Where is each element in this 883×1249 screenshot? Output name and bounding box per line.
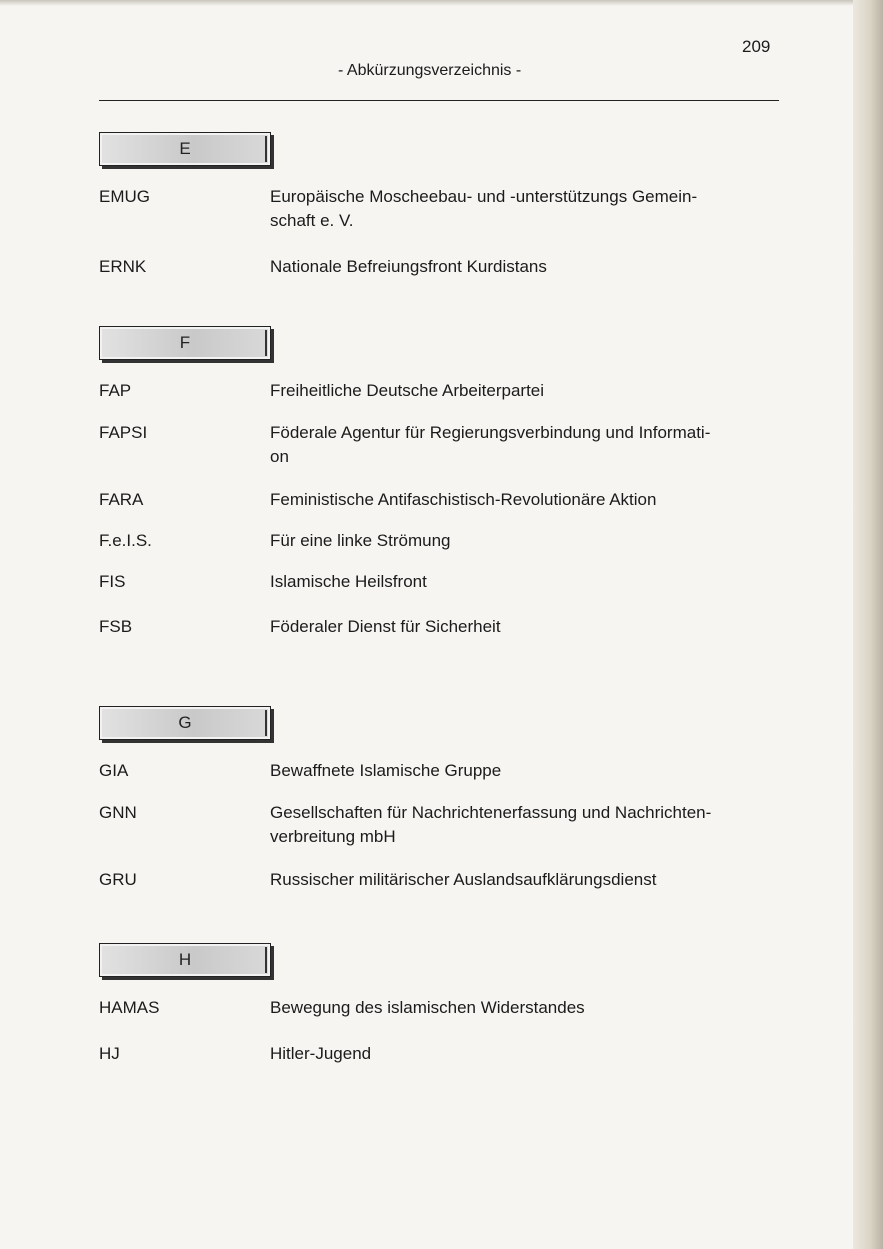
- entry-abbreviation: EMUG: [99, 187, 150, 206]
- entry-description: Bewaffnete Islamische Gruppe: [270, 761, 502, 780]
- entry-description: Feministische Antifaschistisch-Revolutionäre Aktion: [270, 490, 657, 509]
- entry-description: Nationale Befreiungsfront Kurdistans: [270, 257, 547, 276]
- entry-list: [99, 185, 779, 279]
- entry-description: Freiheitliche Deutsche Arbeiterpartei: [270, 381, 545, 400]
- entry-description: Für eine linke Strömung: [270, 531, 451, 550]
- entry: [99, 801, 779, 849]
- entry: [99, 759, 779, 783]
- page-number: 209: [742, 37, 771, 56]
- entry-description: Islamische Heilsfront: [270, 572, 427, 591]
- entry-abbreviation: GRU: [99, 870, 137, 889]
- entry: [99, 421, 779, 469]
- section-letter-box: [99, 706, 271, 740]
- entry-abbreviation: HJ: [99, 1044, 120, 1063]
- entry-list: [99, 759, 779, 892]
- section-h: [99, 943, 779, 1066]
- entry-abbreviation: F.e.I.S.: [99, 531, 152, 550]
- entry-list: [99, 379, 779, 639]
- entry-list: [99, 996, 779, 1066]
- entry: [99, 615, 779, 639]
- entry: [99, 529, 779, 553]
- entry-description: Bewegung des islamischen Widerstandes: [270, 998, 585, 1017]
- entry: [99, 570, 779, 594]
- entry-abbreviation: GNN: [99, 803, 137, 822]
- entry-description: Gesellschaften für Nachrichtenerfassung und Nachrichten- verbreitung mbH: [270, 803, 712, 846]
- entry-description: Hitler-Jugend: [270, 1044, 372, 1063]
- section-letter: E: [179, 139, 191, 158]
- header-rule: [99, 100, 779, 101]
- section-letter-box: [99, 132, 271, 166]
- entry: [99, 488, 779, 512]
- section-letter-box: [99, 326, 271, 360]
- entry-abbreviation: FAP: [99, 381, 132, 400]
- section-e: [99, 132, 779, 279]
- section-letter: H: [178, 950, 192, 969]
- running-title: - Abkürzungsverzeichnis -: [338, 62, 522, 79]
- section-g: [99, 706, 779, 892]
- entry: [99, 185, 779, 233]
- entry-abbreviation: FSB: [99, 617, 133, 636]
- book-spine-edge: [853, 0, 883, 1249]
- entry-abbreviation: FARA: [99, 490, 144, 509]
- entry: [99, 996, 779, 1020]
- entry-description: Föderaler Dienst für Sicherheit: [270, 617, 501, 636]
- entry-description: Föderale Agentur für Regierungsverbindung und Informati- on: [270, 423, 711, 466]
- page-top-edge: [0, 0, 883, 6]
- entry-abbreviation: GIA: [99, 761, 129, 780]
- entry: [99, 868, 779, 892]
- entry: [99, 255, 779, 279]
- entry-abbreviation: HAMAS: [99, 998, 160, 1017]
- section-letter-box: [99, 943, 271, 977]
- section-letter: F: [179, 333, 191, 352]
- entry-abbreviation: FAPSI: [99, 423, 148, 442]
- section-letter: G: [178, 713, 192, 732]
- entry-abbreviation: FIS: [99, 572, 126, 591]
- entry: [99, 1042, 779, 1066]
- entry-description: Russischer militärischer Auslandsaufklärungsdienst: [270, 870, 657, 889]
- section-f: [99, 326, 779, 639]
- entry: [99, 379, 779, 403]
- entry-abbreviation: ERNK: [99, 257, 147, 276]
- entry-description: Europäische Moscheebau- und -unterstützungs Gemein- schaft e. V.: [270, 187, 698, 230]
